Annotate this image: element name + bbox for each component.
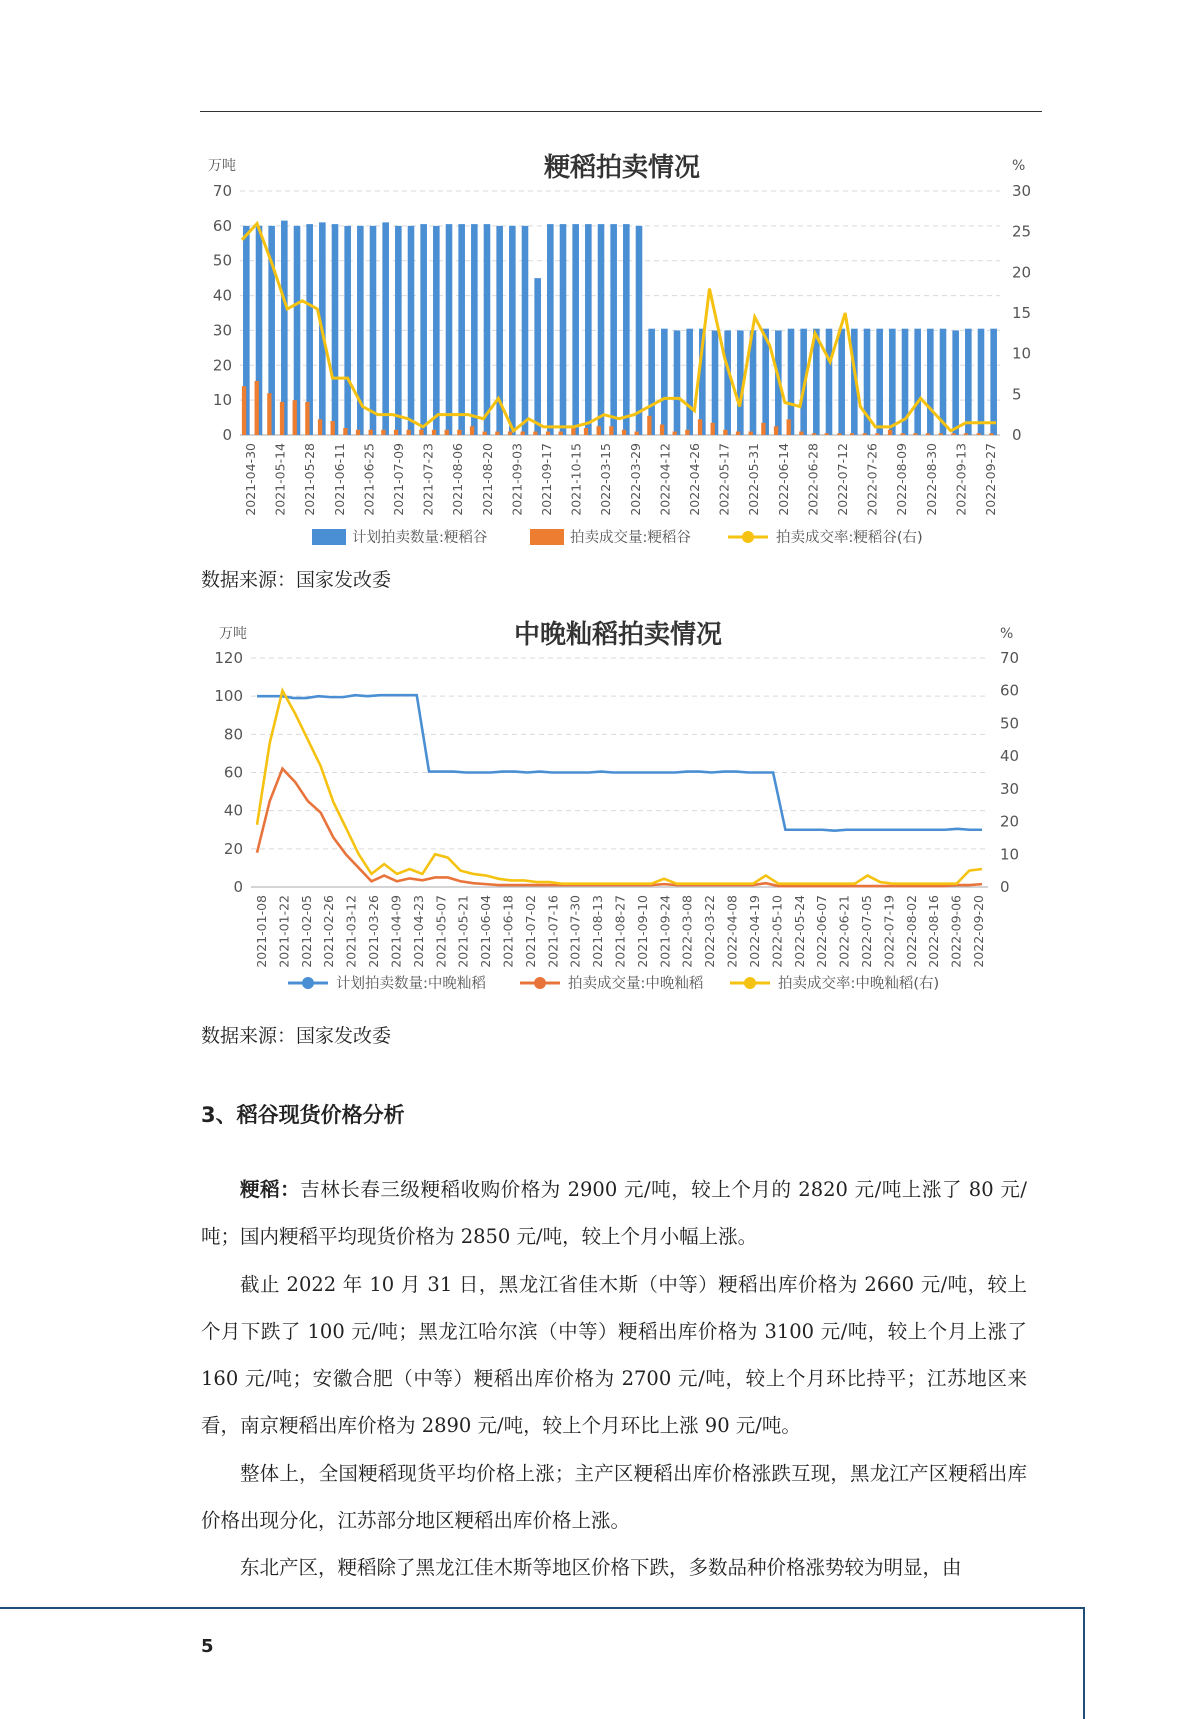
bar-planned [547,224,554,435]
x-tick-label: 2022-05-10 [769,895,785,968]
legend-swatch-marker [534,977,546,989]
legend-swatch [312,529,346,545]
bar-planned [509,226,516,435]
x-tick-label: 2022-06-28 [805,443,821,516]
x-tick-label: 2021-06-25 [361,443,377,516]
bar-planned [826,329,833,435]
bar-traded [394,430,398,435]
bar-planned [686,329,693,435]
bar-traded [850,433,854,435]
bar-traded [685,430,689,435]
bar-traded [407,430,411,435]
y-tick-label-left: 20 [223,839,243,858]
bar-traded [318,419,322,435]
x-tick-label: 2021-09-03 [509,443,525,516]
y-tick-label-right: 0 [1000,878,1010,896]
bar-planned [471,224,478,435]
x-tick-label: 2021-01-08 [254,895,269,968]
bar-planned [598,224,605,435]
bar-planned [636,226,643,435]
y-tick-label-right: 20 [1000,812,1020,831]
bar-traded [483,432,487,435]
paragraph-4: 东北产区，粳稻除了黑龙江佳木斯等地区价格下跌，多数品种价格涨势较为明显，由 [240,1556,962,1580]
x-tick-label: 2021-08-27 [612,895,628,968]
bar-traded [457,430,461,435]
x-tick-label: 2021-05-21 [455,895,471,968]
bar-planned [914,329,921,435]
section-heading: 3、稻谷现货价格分析 [201,1103,405,1127]
bar-traded [977,433,981,435]
bar-traded [812,433,816,435]
x-tick-label: 2022-03-15 [598,443,614,516]
x-tick-label: 2021-08-20 [479,443,495,516]
bar-traded [939,433,943,435]
bar-traded [381,430,385,435]
x-tick-label: 2021-01-22 [276,895,292,968]
legend-swatch-marker [744,977,756,989]
paragraph-1 [201,1166,1027,1261]
paragraph-3: 整体上，全国粳稻现货平均价格上涨；主产区粳稻出库价格涨跌互现，黑龙江产区粳稻出库价格出现分化，江苏部分地区粳稻出库价格上涨。 [201,1461,1027,1533]
bar-planned [420,224,427,435]
x-tick-label: 2021-06-11 [331,443,347,516]
x-tick-label: 2022-06-14 [775,443,791,516]
y-tick-label-left: 80 [223,725,243,744]
bar-traded [609,426,613,435]
bar-planned [990,329,997,435]
bar-traded [951,433,955,435]
x-tick-label: 2021-03-26 [366,895,382,968]
y-tick-label-left: 120 [214,649,243,667]
x-tick-label: 2021-06-18 [500,895,516,968]
y-tick-label-right: 30 [1012,182,1032,200]
legend-label: 计划拍卖数量:中晚籼稻 [336,976,486,992]
y-tick-label-left: 30 [212,321,232,340]
chart-title: 中晚籼稻拍卖情况 [513,620,723,650]
japonica-auction-chart-svg [200,140,1032,552]
x-tick-label: 2021-05-14 [272,443,288,516]
bar-traded [749,432,753,435]
bar-traded [723,430,727,435]
bar-traded [470,426,474,435]
bar-traded [888,430,892,435]
left-axis-unit: 万吨 [208,158,236,174]
bar-planned [661,329,668,435]
bar-planned [610,224,617,435]
bar-traded [761,423,765,435]
x-tick-label: 2022-03-08 [679,895,695,968]
bar-planned [458,224,465,435]
bar-traded [863,433,867,435]
x-tick-label: 2021-09-17 [539,443,554,516]
x-tick-label: 2022-08-02 [903,895,919,968]
bar-traded [584,428,588,435]
bar-traded [901,433,905,435]
x-tick-label: 2021-08-13 [590,895,606,968]
y-tick-label-right: 50 [1000,714,1020,733]
x-tick-label: 2022-04-12 [657,443,673,516]
bar-planned [370,226,377,435]
x-tick-label: 2021-07-30 [567,895,583,968]
x-tick-label: 2021-06-04 [478,895,494,968]
bar-planned [623,224,630,435]
x-tick-label: 2021-03-12 [343,895,359,968]
x-tick-label: 2022-09-27 [983,443,998,516]
bar-traded [495,432,499,435]
bar-traded [964,433,968,435]
x-tick-label: 2021-02-26 [321,895,337,968]
legend-label: 拍卖成交率:粳稻谷(右) [776,530,923,546]
bar-traded [267,393,271,435]
footer-frame [0,1607,1085,1719]
bar-planned [838,329,845,435]
x-tick-label: 2022-09-13 [953,443,969,516]
x-tick-label: 2021-07-16 [545,895,561,968]
x-tick-label: 2022-06-21 [836,895,852,968]
y-tick-label-right: 0 [1012,426,1022,444]
bar-traded [799,432,803,435]
right-axis-unit: % [1012,158,1026,174]
y-tick-label-right: 30 [1000,779,1020,798]
x-tick-label: 2021-04-23 [410,895,426,968]
paragraph-2: 截止 2022 年 10 月 31 日，黑龙江省佳木斯（中等）粳稻出库价格为 2660 元/吨，较上个月下跌了 100 元/吨；黑龙江哈尔滨（中等）粳稻出库价格为 3100 元/吨，较上个月上涨了 160 元/吨；安徽合肥（中等）粳稻出库价格为 2700 元/吨，较上个月环比持平；江苏地区来看，南京粳稻出库价格为 2890 元/吨，较上个月环比上涨 90 元/吨。 [201,1272,1027,1438]
legend-swatch [530,529,564,545]
bar-traded [508,432,512,435]
bar-traded [419,430,423,435]
bar-traded [837,433,841,435]
bar-traded [698,419,702,435]
bar-traded [546,432,550,435]
body-text [201,1166,1027,1592]
x-tick-label: 2021-05-07 [433,895,449,968]
bar-traded [736,432,740,435]
x-tick-label: 2021-05-28 [302,443,318,516]
bar-planned [433,226,440,435]
x-tick-label: 2022-04-26 [687,443,702,516]
x-tick-label: 2021-02-05 [298,895,314,968]
legend-label: 拍卖成交量:中晚籼稻 [568,976,704,992]
y-tick-label-left: 50 [212,251,232,270]
x-tick-label: 2021-04-30 [243,443,258,516]
y-tick-label-right: 5 [1012,385,1022,404]
x-tick-label: 2022-07-12 [835,443,850,516]
x-tick-label: 2022-05-17 [716,443,732,516]
legend-label: 计划拍卖数量:粳稻谷 [352,530,488,546]
y-tick-label-left: 0 [222,426,232,444]
bar-planned [876,329,883,435]
y-tick-label-right: 20 [1012,263,1032,282]
x-tick-label: 2021-07-02 [522,895,538,968]
bar-traded [369,430,373,435]
bar-planned [674,330,681,435]
y-tick-label-left: 100 [214,687,243,706]
line-series-1 [257,769,982,886]
x-tick-label: 2022-09-06 [948,895,964,968]
header-rule [200,111,1042,112]
page-number: 5 [201,1636,214,1657]
bar-traded [622,430,626,435]
x-tick-label: 2022-07-26 [864,443,880,516]
bar-traded [305,402,309,435]
legend-label: 拍卖成交量:粳稻谷 [570,530,691,546]
y-tick-label-left: 0 [233,878,243,896]
bar-planned [965,329,972,435]
x-tick-label: 2022-04-19 [746,895,762,968]
bar-planned [522,226,529,435]
y-tick-label-right: 10 [1012,344,1032,363]
x-tick-label: 2022-05-31 [746,443,762,516]
bar-planned [344,226,351,435]
bar-traded [255,381,259,435]
bar-planned [788,329,795,435]
x-tick-label: 2022-07-19 [881,895,897,968]
indica-auction-chart-svg [200,608,1020,1000]
bar-planned [724,330,731,435]
bar-traded [635,432,639,435]
bar-planned [484,224,491,435]
x-tick-label: 2022-07-05 [858,895,874,968]
y-tick-label-left: 60 [212,216,232,235]
chart-title: 粳稻拍卖情况 [543,153,701,183]
bar-planned [978,329,985,435]
line-series-2 [257,691,982,884]
y-tick-label-right: 40 [1000,747,1020,766]
y-tick-label-left: 40 [212,286,232,305]
bar-traded [774,426,778,435]
x-tick-label: 2022-08-16 [926,895,942,968]
bar-traded [787,419,791,435]
y-tick-label-right: 25 [1012,222,1032,241]
x-tick-label: 2021-07-09 [391,443,406,516]
bar-planned [382,222,389,435]
y-tick-label-left: 20 [212,356,232,375]
x-tick-label: 2021-10-15 [568,443,584,516]
bar-traded [280,402,284,435]
bar-traded [343,428,347,435]
legend-swatch-marker [302,977,314,989]
x-tick-label: 2022-03-22 [702,895,718,968]
bar-traded [571,428,575,435]
y-tick-label-right: 10 [1000,845,1020,864]
x-tick-label: 2022-09-20 [971,895,986,968]
bar-planned [332,224,339,435]
bar-traded [242,386,246,435]
x-tick-label: 2022-06-07 [814,895,830,968]
bar-planned [572,224,579,435]
bar-planned [408,226,415,435]
bar-traded [445,430,449,435]
y-tick-label-right: 60 [1000,681,1020,700]
bar-planned [927,329,934,435]
legend-swatch-marker [742,531,754,543]
bar-traded [597,426,601,435]
y-tick-label-right: 70 [1000,649,1020,667]
y-tick-label-left: 40 [223,801,243,820]
bar-traded [989,433,993,435]
bar-traded [926,433,930,435]
bar-planned [395,226,402,435]
bar-traded [875,433,879,435]
bar-traded [356,430,360,435]
x-tick-label: 2021-04-09 [388,895,404,968]
y-tick-label-left: 10 [212,391,232,410]
paragraph-1-text: 吉林长春三级粳稻收购价格为 2900 元/吨，较上个月的 2820 元/吨上涨了 80 元/吨；国内粳稻平均现货价格为 2850 元/吨，较上个月小幅上涨。 [201,1178,1027,1249]
y-tick-label-left: 60 [223,763,243,782]
bar-planned [585,224,592,435]
bar-planned [560,224,567,435]
bar-traded [533,432,537,435]
bar-traded [825,433,829,435]
chart1-source: 数据来源：国家发改委 [201,569,392,591]
right-axis-unit: % [1000,626,1014,642]
x-tick-label: 2022-08-09 [894,443,910,516]
bar-traded [293,400,297,435]
x-tick-label: 2021-09-10 [634,895,650,968]
bar-traded [660,425,664,435]
bar-traded [331,421,335,435]
x-tick-label: 2021-09-24 [657,895,673,968]
chart2-source: 数据来源：国家发改委 [201,1025,392,1047]
bar-traded [647,416,651,435]
x-tick-label: 2022-08-30 [923,443,939,516]
bar-planned [712,330,719,435]
bar-planned [534,278,541,435]
x-tick-label: 2022-04-08 [724,895,740,968]
bar-traded [673,432,677,435]
legend-label: 拍卖成交率:中晚籼稻(右) [778,976,940,992]
x-tick-label: 2021-07-23 [420,443,436,516]
bar-traded [521,432,525,435]
bar-planned [889,329,896,435]
bar-planned [446,224,453,435]
japonica-auction-chart [200,140,1032,552]
left-axis-unit: 万吨 [219,626,247,642]
bar-traded [559,432,563,435]
paragraph-1-lead: 粳稻： [240,1178,301,1201]
bar-traded [711,423,715,435]
x-tick-label: 2022-03-29 [627,443,643,516]
x-tick-label: 2022-05-24 [791,895,807,968]
bar-traded [432,430,436,435]
bar-planned [952,330,959,435]
bar-traded [913,433,917,435]
y-tick-label-left: 70 [212,182,232,200]
indica-auction-chart [200,608,1020,1000]
x-tick-label: 2021-08-06 [450,443,466,516]
y-tick-label-right: 15 [1012,304,1032,322]
